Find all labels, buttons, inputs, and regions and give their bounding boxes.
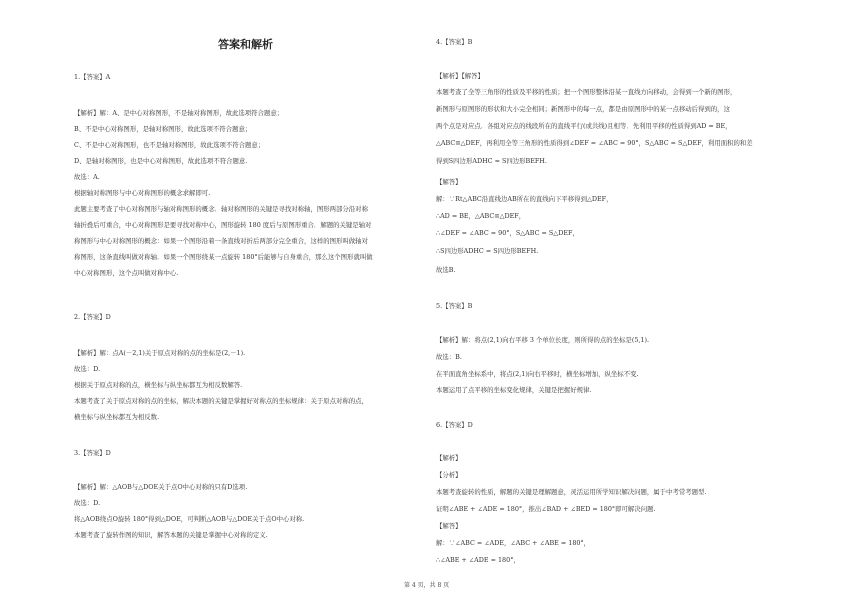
q1-answer: 1.【答案】A <box>74 73 111 81</box>
q1-explanation-3: 称图形与中心对称图形的概念：如果一个图形沿着一条直线对折后两部分完全重合，这样的图形叫做轴对 <box>74 237 368 245</box>
q2-choice: 故选：D. <box>74 365 101 373</box>
q2-explanation-1: 本题考查了关于原点对称的点的坐标，解决本题的关键是掌握好对称点的坐标规律：关于原点对称的点， <box>74 397 368 405</box>
q3-choice: 故选：D. <box>74 499 101 507</box>
q1-option-c: C、不是中心对称图形，也不是轴对称图形，故此选项不符合题意； <box>74 141 265 149</box>
q3-answer: 3.【答案】D <box>74 449 111 457</box>
q5-choice: 故选：B. <box>436 353 462 361</box>
q2-analysis: 【解析】解：点A(－2,1)关于原点对称的点的坐标是(2,－1). <box>74 349 246 357</box>
q4-solution-heading: 【解答】 <box>436 178 462 186</box>
q4-choice: 故选B. <box>436 266 456 274</box>
q6-analysis-subheading: 【分析】 <box>436 471 462 479</box>
q2-answer: 2.【答案】D <box>74 313 111 321</box>
q2-explanation-2: 横坐标与纵坐标都互为相反数. <box>74 413 160 421</box>
q3-explanation: 本题考查了旋转作图的知识，解答本题的关键是掌握中心对称的定义. <box>74 531 268 539</box>
q1-option-b: B、不是中心对称图形，是轴对称图形，故此选项不符合题意； <box>74 125 252 133</box>
q4-explanation-3: 两个点是对应点．各组对应点的线段所在的直线平行(或共线)且相等．先利用平移的性质得到AD = BE， <box>436 122 732 130</box>
q4-explanation-5: 得到S四边形ADHC = S四边形BEFH. <box>436 157 547 165</box>
q1-explanation-2: 轴折叠后可重合，中心对称图形是要寻找对称中心，图形旋转 180 度后与原图形重合．解题的关键是轴对 <box>74 221 372 229</box>
q2-method: 根据关于原点对称的点，横坐标与纵坐标都互为相反数解答. <box>74 381 243 389</box>
q1-explanation-1: 此题主要考查了中心对称图形与轴对称图形的概念．轴对称图形的关键是寻找对称轴，图形两部分沿对称 <box>74 205 368 213</box>
q1-option-d: D、是轴对称图形，也是中心对称图形，故此选项不符合题意. <box>74 157 248 165</box>
q1-analysis: 【解析】解：A、是中心对称图形，不是轴对称图形，故此选项符合题意； <box>74 109 284 117</box>
q6-analysis-1: 本题考查旋转的性质，解题的关键是理解题意，灵活运用所学知识解决问题，属于中考常考题型. <box>436 488 707 496</box>
q4-explanation-2: 新图形与原图形的形状和大小完全相同；新图形中的每一点，都是由原图形中的某一点移动后得到的，这 <box>436 105 730 113</box>
q1-choice: 故选：A. <box>74 173 100 181</box>
q6-solution-1: 解：∵∠ABC = ∠ADE，∠ABC + ∠ABE = 180°， <box>436 539 591 547</box>
q5-method: 在平面直角坐标系中，将点(2,1)向右平移时，横坐标增加，纵坐标不变. <box>436 370 639 378</box>
q6-answer: 6.【答案】D <box>436 421 473 429</box>
q6-analysis-heading: 【解析】 <box>436 454 462 462</box>
q5-answer: 5.【答案】B <box>436 302 473 310</box>
q6-analysis-2: 证明∠ABE + ∠ADE = 180°，推出∠BAD + ∠BED = 180°即可解决问题. <box>436 505 656 513</box>
page-title: 答案和解析 <box>218 38 273 51</box>
q4-explanation-4: △ABC≌△DEF，再利用全等三角形的性质得到∠DEF = ∠ABC = 90°，S△ABC = S△DEF，利用面积的和差 <box>436 139 753 147</box>
q3-method: 将△AOB绕点O旋转 180°得到△DOE，可判断△AOB与△DOE关于点O中心对称. <box>74 515 305 523</box>
q4-analysis-heading: 【解析】【解答】 <box>436 72 484 80</box>
q4-solution-2: ∴AD = BE，△ABC≌△DEF， <box>436 212 526 220</box>
q4-solution-3: ∴∠DEF = ∠ABC = 90°，S△ABC = S△DEF， <box>436 229 579 237</box>
q4-solution-4: ∴S四边形ADHC = S四边形BEFH. <box>436 247 539 255</box>
q4-explanation-1: 本题考查了全等三角形的性质及平移的性质；把一个图形整体沿某一直线方向移动，会得到一个新的图形， <box>436 88 737 96</box>
q4-answer: 4.【答案】B <box>436 38 473 46</box>
q1-method: 根据轴对称图形与中心对称图形的概念求解即可. <box>74 189 211 197</box>
page-footer: 第 4 页，共 8 页 <box>404 582 450 589</box>
q1-explanation-5: 中心对称图形，这个点叫做对称中心. <box>74 269 179 277</box>
q6-solution-2: ∴∠ABE + ∠ADE = 180°， <box>436 556 520 564</box>
q6-solution-heading: 【解答】 <box>436 522 462 530</box>
q4-solution-1: 解：∵Rt△ABC沿直线边AB所在的直线向下平移得到△DEF， <box>436 195 613 203</box>
q5-analysis: 【解析】解：将点(2,1)向右平移 3 个单位长度，则所得的点的坐标是(5,1). <box>436 336 650 344</box>
q5-explanation: 本题运用了点平移的坐标变化规律，关键是把握好规律. <box>436 386 592 394</box>
q1-explanation-4: 称图形，这条直线叫做对称轴．如果一个图形绕某一点旋转 180°后能够与自身重合，那么这个图形就叫做 <box>74 253 373 261</box>
q3-analysis: 【解析】解：△AOB与△DOE关于点O中心对称的只有D选项. <box>74 483 248 491</box>
